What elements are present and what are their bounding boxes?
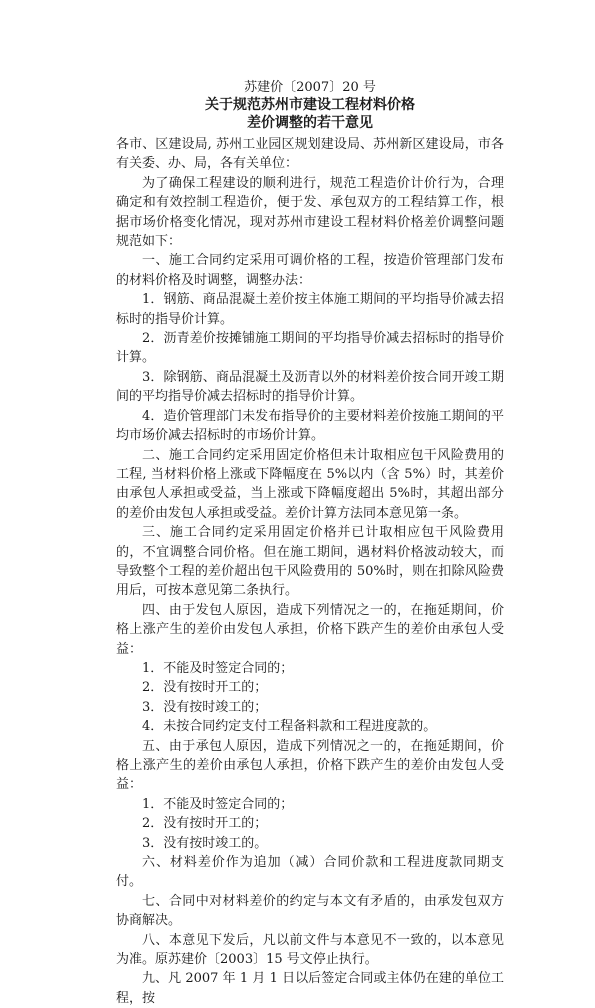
section-2-paragraph: 二、施工合同约定采用固定价格但未计取相应包干风险费用的工程, 当材料价格上涨或下降幅度在 5%以内（含 5%）时，其差价由承包人承担或受益，当上涨或下降幅度超出 5%时，其超出部分的差价由发包人承担或受益。差价计算方法同本意见第一条。 [116,447,504,521]
recipients-line: 各市、区建设局, 苏州工业园区规划建设局、苏州新区建设局，市各有关委、办、局，各有关单位： [116,137,504,172]
section-1-item-3: 3．除钢筋、商品混凝土及沥青以外的材料差价按合同开竣工期间的平均指导价减去招标时的指导价计算。 [116,369,504,405]
document-title-line-2: 差价调整的若干意见 [247,115,373,131]
section-5-item-3: 3．没有按时竣工的。 [142,835,268,851]
intro-paragraph: 为了确保工程建设的顺利进行，规范工程造价计价行为，合理确定和有效控制工程造价，便于发、承包双方的工程结算工作，根据市场价格变化情况，现对苏州市建设工程材料价格差价调整问题规范如下： [116,175,504,250]
section-1-item-4: 4．造价管理部门未发布指导价的主要材料差价按施工期间的平均市场价减去招标时的市场价计算。 [116,408,504,444]
section-6-paragraph: 六、材料差价作为追加（减）合同价款和工程进度款同期支付。 [116,855,504,890]
document-title-line-1: 关于规范苏州市建设工程材料价格 [205,97,415,113]
section-4-item-4: 4．未按合同约定支付工程备料款和工程进度款的。 [142,719,437,735]
section-1-item-2: 2．沥青差价按摊铺施工期间的平均指导价减去招标时的指导价计算。 [116,331,504,366]
section-5-item-2: 2．没有按时开工的； [142,816,268,832]
section-5-item-1: 1．不能及时签定合同的； [142,796,294,812]
section-9-paragraph: 九、凡 2007 年 1 月 1 日以后签定合同或主体仍在建的单位工程，按 [116,971,504,1006]
document-page [116,79,504,1008]
document-number: 苏建价〔2007〕20 号 [244,80,376,95]
section-4-item-3: 3．没有按时竣工的； [142,699,268,715]
section-1-heading: 一、施工合同约定采用可调价格的工程，按造价管理部门发布的材料价格及时调整，调整办法： [116,253,504,288]
section-4-item-1: 1．不能及时签定合同的； [142,660,294,676]
section-4-heading: 四、由于发包人原因，造成下列情况之一的，在拖延期间，价格上涨产生的差价由发包人承担，价格下跌产生的差价由承包人受益： [116,602,504,657]
section-4-item-2: 2．没有按时开工的； [142,680,268,696]
section-3-paragraph: 三、施工合同约定采用固定价格并已计取相应包干风险费用的，不宜调整合同价格。但在施工期间，遇材料价格波动较大，而导致整个工程的差价超出包干风险费用的 50%时，则在扣除风险费用后，可按本意见第二条执行。 [116,525,504,599]
section-5-heading: 五、由于承包人原因，造成下列情况之一的，在拖延期间，价格上涨产生的差价由承包人承担，价格下跌产生的差价由发包人受益： [116,738,504,793]
section-8-paragraph: 八、本意见下发后，凡以前文件与本意见不一致的，以本意见为准。原苏建价〔2003〕15 号文停止执行。 [116,932,504,968]
section-1-item-1: 1．钢筋、商品混凝土差价按主体施工期间的平均指导价减去招标时的指导价计算。 [116,292,504,327]
section-7-paragraph: 七、合同中对材料差价的约定与本文有矛盾的，由承发包双方协商解决。 [116,893,504,929]
